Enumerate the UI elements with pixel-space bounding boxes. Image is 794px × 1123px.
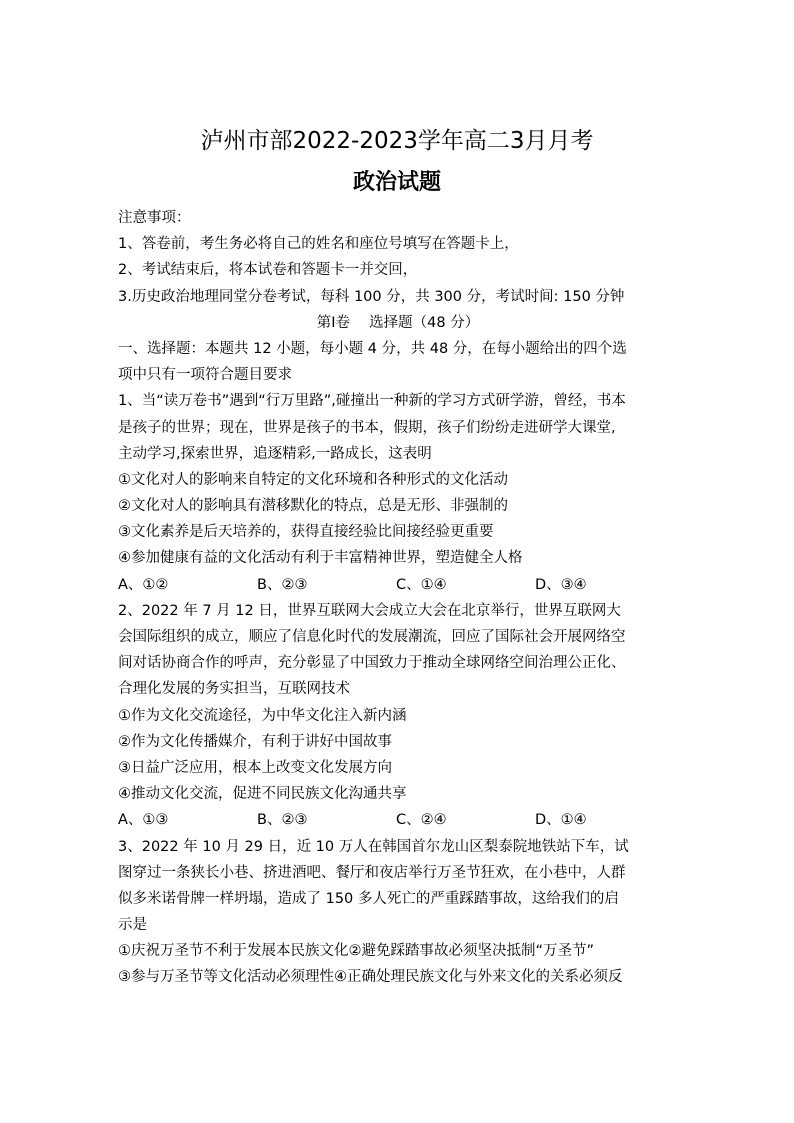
question-1-stem: 是孩子的世界；现在，世界是孩子的书本，假期，孩子们纷纷走进研学大课堂, xyxy=(118,419,616,436)
question-1-stem: 主动学习,探索世界，追逐精彩,一路成长，这表明 xyxy=(118,445,432,462)
question-3-statement: ③参与万圣节等文化活动必须理性④正确处理民族文化与外来文化的关系必须反 xyxy=(118,969,623,986)
option-b: B、②③ xyxy=(257,812,308,829)
option-c: C、①④ xyxy=(396,576,447,593)
question-3-stem: 3、2022 年 10 月 29 日，近 10 万人在韩国首尔龙山区梨泰院地铁站下车，试 xyxy=(118,838,629,855)
option-a: A、①③ xyxy=(118,812,169,829)
notice-heading: 注意事项： xyxy=(118,210,191,226)
exam-title: 泸州市部2022-2023学年高二3月月考 xyxy=(200,128,594,154)
option-b: B、②③ xyxy=(257,576,308,593)
notice-item: 3.历史政治地理同堂分卷考试，每科 100 分，共 300 分，考试时间: 150 分钟 xyxy=(118,288,625,305)
question-2-stem: 2、2022 年 7 月 12 日，世界互联网大会成立大会在北京举行，世界互联网大 xyxy=(118,602,621,619)
question-2-statement: ①作为文化交流途径，为中华文化注入新内涵 xyxy=(118,707,407,724)
option-c: C、②④ xyxy=(396,812,447,829)
question-2-stem: 间对话协商合作的呼声，充分彰显了中国致力于推动全球网络空间治理公正化、 xyxy=(118,655,626,672)
question-1-options xyxy=(118,572,678,598)
question-3-stem: 图穿过一条狭长小巷、挤进酒吧、餐厅和夜店举行万圣节狂欢，在小巷中，人群 xyxy=(118,864,626,881)
option-a: A、①② xyxy=(118,576,169,593)
question-2-options xyxy=(118,807,678,833)
notice-item: 1、答卷前，考生务必将自己的姓名和座位号填写在答题卡上， xyxy=(118,236,519,253)
exam-content xyxy=(118,205,678,991)
section-instruction: 一、选择题：本题共 12 小题，每小题 4 分，共 48 分，在每小题给出的四个选 xyxy=(118,340,627,357)
section-title: 第Ⅰ卷 选择题（48 分） xyxy=(316,314,480,331)
question-2-statement: ④推动文化交流，促进不同民族文化沟通共享 xyxy=(118,786,407,803)
option-d: D、①④ xyxy=(535,812,587,829)
question-2-statement: ②作为文化传播媒介，有利于讲好中国故事 xyxy=(118,733,392,750)
question-1-statement: ③文化素养是后天培养的，获得直接经验比间接经验更重要 xyxy=(118,524,494,541)
question-1-statement: ④参加健康有益的文化活动有利于丰富精神世界，塑造健全人格 xyxy=(118,550,523,567)
section-instruction: 项中只有一项符合题目要求 xyxy=(118,367,292,384)
option-d: D、③④ xyxy=(535,576,587,593)
question-2-stem: 合理化发展的务实担当，互联网技术 xyxy=(118,681,350,698)
question-3-statement: ①庆祝万圣节不利于发展本民族文化②避免踩踏事故必须坚决抵制“万圣节” xyxy=(118,943,595,960)
question-1-stem: 1、当“读万卷书”遇到“行万里路”,碰撞出一种新的学习方式研学游，曾经，书本 xyxy=(118,393,626,410)
question-2-stem: 会国际组织的成立，顺应了信息化时代的发展潮流，回应了国际社会开展网络空 xyxy=(118,629,626,645)
question-3-stem: 示是 xyxy=(118,917,147,934)
exam-subtitle: 政治试题 xyxy=(352,170,441,195)
question-2-statement: ③日益广泛应用，根本上改变文化发展方向 xyxy=(118,759,392,776)
question-3-stem: 似多米诺骨牌一样坍塌，造成了 150 多人死亡的严重踩踏事故，这给我们的启 xyxy=(118,890,619,907)
notice-item: 2、考试结束后，将本试卷和答题卡一并交回， xyxy=(118,262,418,279)
question-1-statement: ②文化对人的影响具有潜移默化的特点，总是无形、非强制的 xyxy=(118,498,508,515)
question-1-statement: ①文化对人的影响来自特定的文化环境和各种形式的文化活动 xyxy=(118,471,508,488)
